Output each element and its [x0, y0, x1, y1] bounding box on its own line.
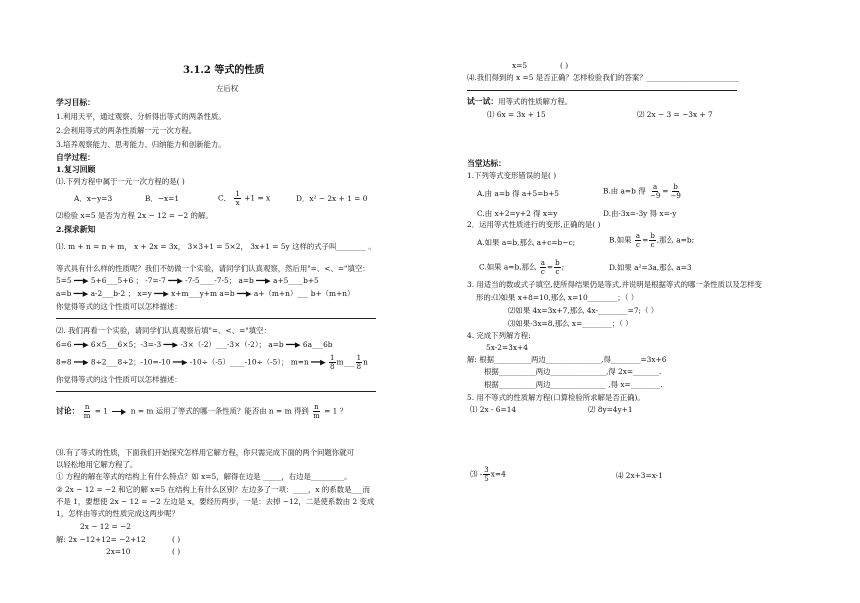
try-equation-1: ⑴ 6x = 3x + 15 [487, 110, 546, 119]
q1-option-c-rest: +1 = x [244, 193, 271, 203]
try-label: 试一试： [467, 97, 499, 106]
explore-9: 你觉得等式的这个性质可以怎样描述： [56, 375, 182, 384]
frac-den: x [235, 199, 240, 207]
class-q5-3 [470, 466, 506, 483]
fraction-n-over-m-a [83, 403, 92, 420]
explore-4: a=b ━━▶ a-2___b-2 ； x=y ━━▶ x+m___y+m a=b ━━▶ a+（m+n）___ b+（m+n） [56, 289, 355, 298]
class-q1-b-label: B.由 a=b 得 [603, 186, 646, 196]
explore-8: 8=8 ━━▶ 8÷2___8÷2；-10=-10 ━━▶ -10÷（-5）____-10÷（-5）； m=n ━━▶ $\frac{1}{8}$ m___ $\frac{1}{8}$ n [56, 354, 368, 371]
frac-den: 5 [484, 475, 489, 483]
fraction-1-over-8-a [329, 354, 335, 371]
part3-equation: 2x − 12 = −2 [80, 522, 131, 531]
class-q2-b: B.如果 $\frac{a}{c}$ = $\frac{b}{c}$ ,那么 a=b; [609, 232, 695, 249]
frac-den: 8 [356, 363, 362, 371]
class-q4: 4. 完成下列解方程: [467, 331, 531, 340]
goals-heading: 学习目标： [56, 98, 95, 107]
class-q3-line-2: 形的:⑴如果 x+8=10,那么 x=10________；（ ） [476, 293, 639, 302]
fraction-b-over-c [554, 259, 560, 276]
frac-num: b [673, 183, 678, 191]
goal-2: 2.会利用等式的两条性质解一元一次方程。 [56, 126, 197, 135]
class-q5-1: ⑴ 2x - 6=14 [470, 405, 517, 414]
explore-7: 6=6 ━━▶ 6×5___6×5；-3=-3 ━━▶ -3×（-2）___-3×（-2）； a=b ━━▶ 6a___6b [56, 340, 333, 349]
explore-3: 5=5 ━━▶ 5+6___5+6 ； -7=-7 ━━▶ -7-5____-7-5； a=b ━━▶ a+5____b+5 [56, 276, 319, 285]
frac-num: 3 [484, 466, 489, 474]
class-q3-line-1: 3. 用适当的数或式子填空,使所得结果仍是等式,并说明是根据等式的哪一条性质以及怎样变 [467, 280, 762, 289]
class-q2-a: A.如果 a=b,那么 a+c=b−c; [477, 238, 576, 247]
try-text: 用等式的性质解方程。 [498, 97, 573, 106]
var-n: n [363, 357, 368, 367]
frac-num: b [555, 259, 560, 267]
frac-num: n [314, 403, 319, 411]
step-3: x=5 [512, 61, 528, 70]
part3-line-5: 不是 1，要想使 2x − 12 = −2 左边是 x，要经历两步，一是：去掉 −12，二是使系数由 2 变成 [56, 497, 375, 506]
try-it [467, 97, 572, 106]
explore-6: ⑵. 我们再看一个实验，请同学们认真观察后填"=、<、="填空： [56, 326, 271, 335]
q1-option-c [218, 190, 270, 207]
frac-den: c [650, 241, 655, 249]
review-heading: 1.复习回顾 [56, 165, 96, 174]
discussion-end: = 1 ？ [324, 406, 348, 416]
frac-num: 1 [330, 354, 335, 362]
answer-line [56, 318, 376, 319]
frac-den: c [555, 268, 560, 276]
q1-option-a: A．x−y=3 [74, 194, 113, 203]
frac-num: a [635, 232, 641, 240]
try-equation-2: ⑵ 2x − 3 = −3x + 7 [637, 110, 713, 119]
class-q4-step-3: 根据__________两边_______________ ,得 x=________. [484, 380, 663, 389]
question-2: ⑵检验 x=5 是否为方程 2x − 12 = −2 的解。 [56, 211, 213, 220]
explore-8-text: 8=8 ━━▶ 8÷2___8÷2；-10=-10 ━━▶ -10÷（-5）____-10÷（-5）； m=n ━━▶ [56, 357, 329, 367]
author: 左后权 [216, 84, 239, 93]
answer-line [56, 391, 376, 392]
arrow-icon [112, 409, 126, 415]
step-3-reason: ( ) [560, 61, 569, 70]
frac-num: 1 [235, 190, 240, 198]
class-q1-d: D.由-3x=-3y 得 x=-y [603, 209, 677, 218]
part3-step-1-reason: ( ) [172, 535, 181, 544]
page-title: 3.1.2 等式的性质 [183, 65, 265, 76]
frac-num: a [540, 259, 545, 267]
explore-2: 等式具有什么样的性质呢？我们不妨做一个实验，请同学们认真观察，然后用"=、<、="填空： [56, 264, 370, 273]
class-q2-b-rest: ,那么 a=b; [656, 235, 695, 245]
q1-option-d: D．x² − 2x + 1 = 0 [296, 194, 368, 203]
q1-option-c-label: C． [218, 193, 232, 203]
answer-line [467, 90, 737, 91]
frac-den: −9 [649, 192, 661, 200]
question-4: ⑷.我们得到的 x =5 是否正确？怎样检验我们的答案？_________________________ [467, 73, 740, 82]
frac-num: b [650, 232, 655, 240]
frac-num: 1 [356, 354, 362, 362]
class-q5-3-rest: x=4 [490, 469, 506, 479]
fraction-a-over-c [540, 259, 546, 276]
frac-den: 8 [330, 363, 335, 371]
class-q1-a: A.由 a=b 得 a+5=b+5 [477, 189, 559, 198]
frac-den: c [540, 268, 545, 276]
fraction-1-over-x [234, 190, 240, 207]
class-q1-c: C.由 x+2=y+2 得 x=y [477, 209, 558, 218]
discussion-text: n = m 运用了等式的哪一条性质？能否由 n = m 得到 [130, 406, 309, 416]
frac-den: −9 [670, 192, 681, 200]
class-q5-2: ⑵ 8y=4y+1 [588, 405, 633, 414]
part3-line-3: ① 方程的解在等式的结构上有什么特点？如 x=5，解得在边是 _____，右边是_________。 [56, 472, 352, 481]
class-q2: 2．运用等式性质进行的变形,正确的是( ) [467, 220, 601, 229]
class-q2-c-label: C.如果 a=b,那么 [479, 262, 537, 272]
fraction-a-over-c [635, 232, 641, 249]
frac-den: m [83, 412, 91, 420]
frac-num: a [653, 183, 658, 191]
discussion-eq: = 1 [94, 406, 108, 416]
discussion [56, 403, 347, 420]
part3-step-2: 2x=10 [106, 547, 131, 556]
fraction-a-over-neg9 [649, 183, 661, 200]
frac-den: m [313, 412, 320, 420]
fraction-n-over-m-b [312, 403, 321, 420]
class-q5-4: ⑷ 2x+3=x-1 [616, 471, 663, 480]
class-q1-b: B.由 a=b 得 $\frac{a}{-9}$ = $\frac{b}{-9}$ [603, 183, 681, 200]
goal-3: 3.培养观察能力、思考能力、归纳能力和创新能力。 [56, 140, 226, 149]
class-q5-3-label: ⑶ - [470, 469, 483, 479]
explore-heading: 2.探求新知 [56, 225, 96, 234]
class-q3-line-3: ⑵如果 4x=3x+7,那么 4x-________=7;（ ） [508, 306, 659, 315]
class-q1: 1.下列等式变形错误的是( ) [467, 171, 557, 180]
part3-line-1: ⑶.有了等式的性质，下面我们开始探究怎样用它解方程，你只需完成下面的两个问题你就可 [56, 448, 354, 457]
class-q2-b-label: B.如果 [609, 235, 632, 245]
fraction-1-over-8-b [356, 354, 362, 371]
class-q2-c: C.如果 a=b,那么 $\frac{a}{c}$ = $\frac{b}{c}$ ; [479, 259, 565, 276]
part3-line-2: 以轻松地用它解方程了。 [56, 460, 138, 469]
explore-1: ⑴. m + n = n + m， x + 2x = 3x， 3×3+1 = 5×2， 3x+1 = 5y 这样的式子叫________ 。 [56, 242, 376, 251]
fraction-b-over-c [649, 232, 655, 249]
q1-option-b: B．−x=1 [145, 194, 180, 203]
discussion-label: 讨论： [56, 406, 80, 416]
part3-step-2-reason: ( ) [172, 547, 181, 556]
var-m: m [336, 357, 344, 367]
part3-step-1: 解: 2x −12+12= −2+12 [56, 535, 146, 544]
process-heading: 自学过程： [56, 153, 95, 162]
question-1: ⑴.下列方程中属于一元一次方程的是( ) [56, 177, 185, 186]
explore-5: 你觉得等式的这个性质可以怎样描述： [56, 302, 182, 311]
fraction-3-over-5 [483, 466, 489, 483]
part3-line-4: ② 2x − 12 = −2 和它的解 x=5 在结构上有什么区别？左边多了一项：____，x 的系数是___而 [56, 485, 370, 494]
goal-1: 1.利用天平，通过观察、分析得出等式的两条性质。 [56, 112, 226, 121]
frac-den: c [636, 241, 640, 249]
class-q3-line-4: ⑶如果-3x=8,那么 x=________；（ ） [508, 319, 633, 328]
class-q4-step-1: 解: 根据__________两边_______________,得________=3x+6 [467, 355, 667, 364]
fraction-b-over-neg9 [669, 183, 681, 200]
class-q2-d: D.如果 a²=3a,那么 a=3 [609, 263, 692, 272]
class-q4-equation: 5x-2=3x+4 [486, 343, 528, 352]
class-q5: 5. 用不等式的性质解方程(口算检验所求解是否正确)。 [467, 393, 645, 402]
frac-num: n [84, 403, 90, 411]
class-q4-step-2: 根据__________两边_______________,得 2x=_______. [484, 367, 662, 376]
class-heading: 当堂达标： [467, 159, 506, 168]
part3-line-6: 1，怎样由等式的性质完成这两步呢？ [56, 509, 179, 518]
